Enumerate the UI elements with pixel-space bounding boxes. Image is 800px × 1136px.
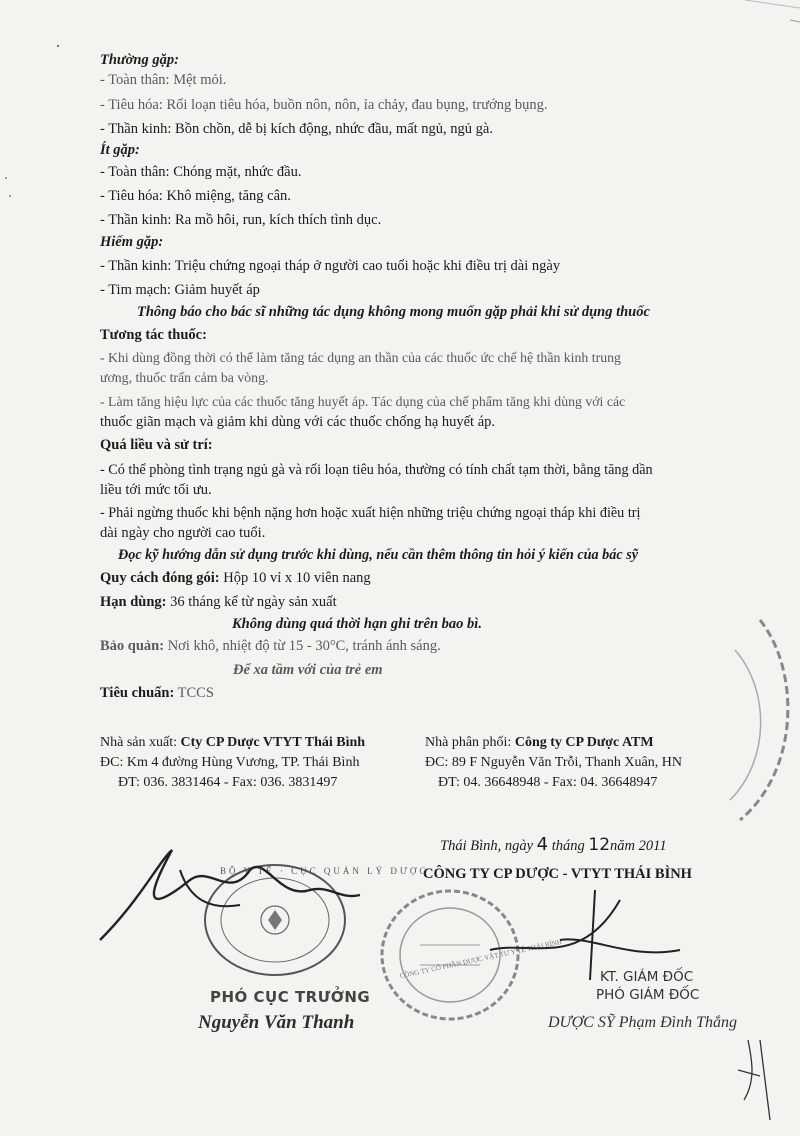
children-notice: Để xa tầm với của trẻ em: [233, 662, 383, 678]
interactions-line: - Làm tăng hiệu lực của các thuốc tăng huyết áp. Tác dụng của chế phẩm tăng khi dùng với các: [100, 394, 626, 409]
date-year: năm 2011: [610, 838, 667, 854]
uncommon-item: - Tiêu hóa: Khô miệng, tăng cân.: [100, 188, 291, 204]
interactions-line: - Khi dùng đồng thời có thể làm tăng tác dụng an thần của các thuốc ức chế hệ thần kinh trung: [100, 350, 621, 365]
interactions-line: ương, thuốc trấn cảm ba vòng.: [100, 370, 269, 385]
common-heading: Thường gặp:: [100, 52, 179, 68]
manufacturer-name-row: [100, 733, 365, 752]
common-item: - Thần kinh: Bồn chồn, dễ bị kích động, nhức đầu, mất ngủ, ngủ gà.: [100, 121, 493, 137]
storage-label: Bảo quản:: [100, 638, 165, 654]
manufacturer-label: Nhà sản xuất:: [100, 735, 181, 750]
interactions-heading: Tương tác thuốc:: [100, 327, 207, 343]
company-signature-title: CÔNG TY CP DƯỢC - VTYT THÁI BÌNH: [423, 866, 692, 882]
overdose-line: dài ngày cho người cao tuổi.: [100, 525, 266, 541]
overdose-line: - Có thể phòng tình trạng ngủ gà và rối loạn tiêu hóa, thường có tính chất tạm thời, bằng tăng dần: [100, 462, 653, 478]
expiry-notice: Không dùng quá thời hạn ghi trên bao bì.: [232, 616, 482, 632]
date-month: 12: [588, 835, 611, 855]
deputy-director-signature: [80, 840, 380, 960]
distributor-name-row: [425, 733, 654, 752]
date-month-label: tháng: [551, 838, 585, 854]
left-signer-title: PHÓ CỤC TRƯỞNG: [210, 988, 371, 1006]
ministry-stamp-text: BỘ Y TẾ · CỤC QUẢN LÝ DƯỢC: [220, 866, 429, 876]
edge-partial-stamp: [700, 610, 800, 830]
standard-value: TCCS: [174, 685, 214, 701]
packaging-row: [100, 569, 371, 587]
storage-row: [100, 637, 441, 655]
rare-item: - Thần kinh: Triệu chứng ngoại tháp ở người cao tuổi hoặc khi điều trị dài ngày: [100, 258, 561, 274]
manufacturer-phone: ĐT: 036. 3831464 - Fax: 036. 3831497: [118, 775, 338, 790]
uncommon-heading: Ít gặp:: [100, 142, 140, 158]
common-item: - Toàn thân: Mệt mỏi.: [100, 72, 227, 88]
expiry-value: 36 tháng kể từ ngày sản xuất: [166, 594, 337, 610]
right-signer-name: DƯỢC SỸ Phạm Đình Thắng: [548, 1014, 737, 1031]
expiry-row: [100, 593, 337, 611]
distributor-label: Nhà phân phối:: [425, 735, 515, 750]
right-signer-title2: PHÓ GIÁM ĐỐC: [596, 987, 700, 1003]
manufacturer-address: ĐC: Km 4 đường Hùng Vương, TP. Thái Bình: [100, 755, 360, 770]
rare-item: - Tim mạch: Giảm huyết áp: [100, 282, 260, 298]
common-item: - Tiêu hóa: Rối loạn tiêu hóa, buồn nôn, nôn, ỉa chảy, đau bụng, trướng bụng.: [100, 97, 548, 113]
date-day: 4: [536, 834, 549, 855]
packaging-label: Quy cách đóng gói:: [100, 570, 220, 586]
expiry-label: Hạn dùng:: [100, 594, 167, 610]
manufacturer-name: Cty CP Dược VTYT Thái Bình: [180, 735, 366, 750]
overdose-line: - Phải ngừng thuốc khi bệnh nặng hơn hoặc xuất hiện những triệu chứng ngoại tháp khi điều trị: [100, 505, 641, 521]
date-place: Thái Bình, ngày: [440, 838, 534, 854]
overdose-line: liều tới mức tối ưu.: [100, 482, 212, 498]
read-instructions-notice: Đọc kỹ hướng dẫn sử dụng trước khi dùng, nếu cần thêm thông tin hỏi ý kiến của bác sỹ: [118, 547, 639, 563]
uncommon-item: - Thần kinh: Ra mồ hôi, run, kích thích tình dục.: [100, 212, 382, 228]
company-stamp-text: CÔNG TY CỔ PHẦN DƯỢC VẬT TƯ Y TẾ THÁI BÌNH: [398, 937, 563, 981]
standard-label: Tiêu chuẩn:: [100, 685, 175, 701]
rare-heading: Hiếm gặp:: [100, 234, 164, 250]
distributor-phone: ĐT: 04. 36648948 - Fax: 04. 36648947: [438, 775, 658, 790]
standard-row: [100, 684, 214, 702]
signing-date: [440, 836, 667, 855]
side-effect-notice: Thông báo cho bác sĩ những tác dụng không mong muốn gặp phải khi sử dụng thuốc: [137, 304, 650, 320]
overdose-heading: Quá liều và sử trí:: [100, 437, 213, 453]
packaging-value: Hộp 10 vỉ x 10 viên nang: [219, 570, 371, 586]
interactions-line: thuốc giãn mạch và giảm khi dùng với các thuốc chống hạ huyết áp.: [100, 414, 496, 430]
storage-value: Nơi khô, nhiệt độ từ 15 - 30°C, tránh ánh sáng.: [164, 638, 441, 654]
distributor-name: Công ty CP Dược ATM: [514, 735, 654, 750]
uncommon-item: - Toàn thân: Chóng mặt, nhức đầu.: [100, 164, 302, 180]
left-signer-name: Nguyễn Văn Thanh: [198, 1012, 355, 1033]
distributor-address: ĐC: 89 F Nguyễn Văn Trỗi, Thanh Xuân, HN: [425, 755, 682, 770]
right-signer-title1: KT. GIÁM ĐỐC: [600, 969, 694, 985]
